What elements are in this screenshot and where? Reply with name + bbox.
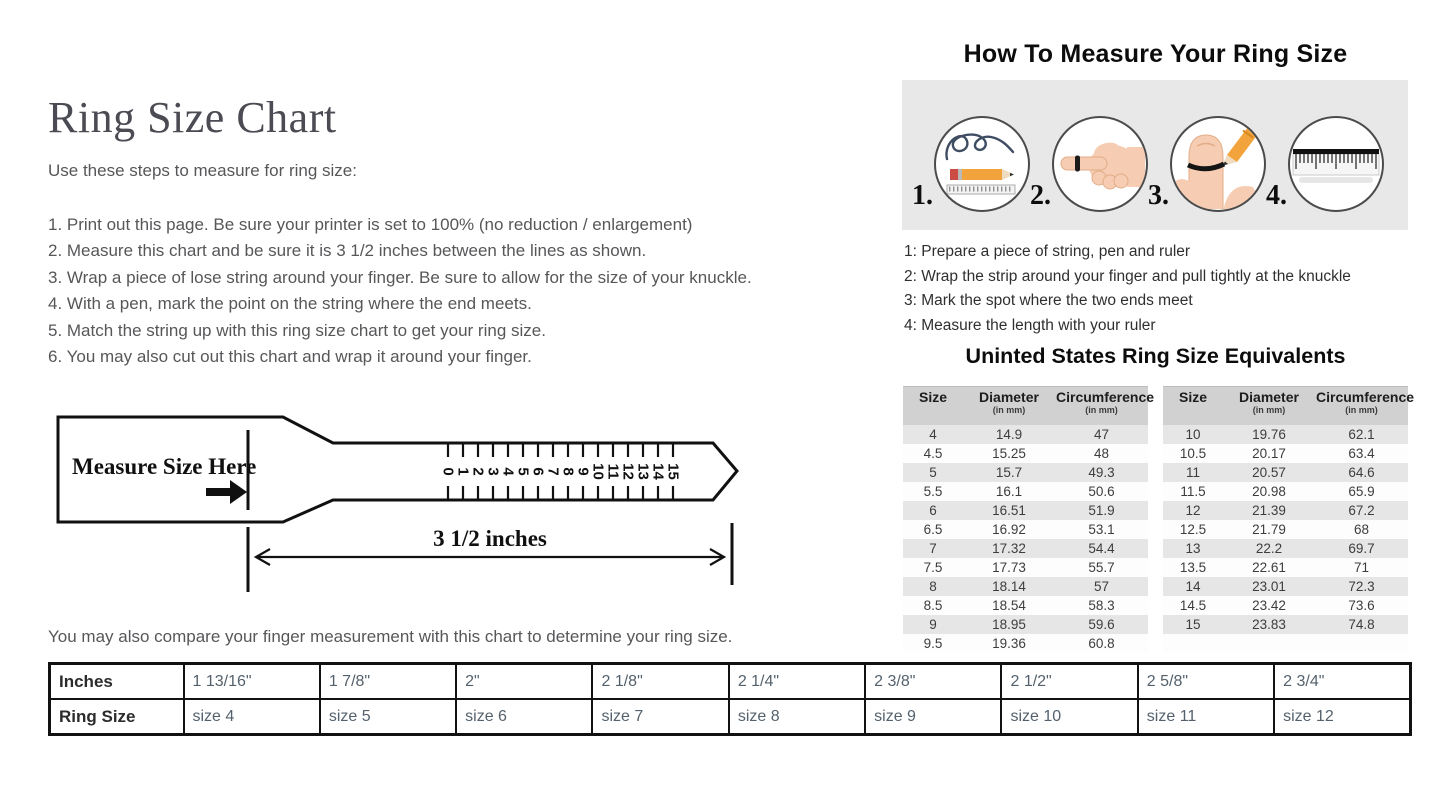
circumference-cell: 73.6 xyxy=(1348,598,1375,613)
sizer-number: 2 xyxy=(469,467,487,476)
circumference-cell: 48 xyxy=(1093,446,1110,461)
equivalents-title: Uninted States Ring Size Equivalents xyxy=(965,344,1346,368)
equivalents-row xyxy=(1163,558,1408,577)
string-and-pencil-icon xyxy=(937,119,1027,209)
equivalents-empty-row xyxy=(1163,634,1408,653)
figure-3-number: 3. xyxy=(1148,180,1169,211)
intro-text: Use these steps to measure for ring size: xyxy=(48,161,357,180)
howto-figure-3 xyxy=(1148,116,1266,230)
size-cell: 5 xyxy=(929,465,937,480)
circumference-cell: 54.4 xyxy=(1088,541,1115,556)
diameter-column-header: Diameter (in mm) xyxy=(1223,387,1315,426)
figure-1-circle xyxy=(934,116,1030,212)
circumference-cell: 57 xyxy=(1093,579,1110,594)
equivalents-header-row xyxy=(903,387,1148,426)
measure-size-here-label: Measure Size Here xyxy=(72,454,257,479)
size-cell: 4.5 xyxy=(923,446,943,461)
circumference-cell: 72.3 xyxy=(1348,579,1375,594)
ring-size-value-cell: size 11 xyxy=(1138,699,1274,735)
circumference-cell: 59.6 xyxy=(1088,617,1115,632)
equivalents-row xyxy=(903,634,1148,653)
diameter-cell: 16.51 xyxy=(992,503,1026,518)
equivalents-row xyxy=(903,501,1148,520)
sizer-number: 12 xyxy=(619,463,637,480)
compare-text: You may also compare your finger measurement with this chart to determine your ring size. xyxy=(48,627,733,646)
sizer-number: 9 xyxy=(574,467,592,476)
diameter-cell: 23.01 xyxy=(1252,579,1286,594)
size-cell: 14.5 xyxy=(1179,598,1207,613)
size-cell: 10 xyxy=(1185,427,1201,442)
diameter-cell: 20.17 xyxy=(1252,446,1286,461)
inches-value-cell: 1 7/8" xyxy=(320,664,456,700)
mark-string-icon xyxy=(1173,119,1263,209)
ring-size-row-label: Ring Size xyxy=(50,699,184,735)
diameter-cell: 15.7 xyxy=(995,465,1023,480)
diameter-cell: 21.79 xyxy=(1252,522,1286,537)
size-cell: 13.5 xyxy=(1179,560,1207,575)
equivalents-row xyxy=(1163,444,1408,463)
figure-4-number: 4. xyxy=(1266,180,1287,211)
equivalents-row xyxy=(1163,425,1408,444)
inches-value-cell: 2 1/2" xyxy=(1001,664,1137,700)
ring-sizer-diagram xyxy=(48,408,758,608)
equivalents-header-row xyxy=(1163,387,1408,426)
figure-3-circle xyxy=(1170,116,1266,212)
inches-value-cell: 2 3/8" xyxy=(865,664,1001,700)
ring-size-row xyxy=(50,699,1411,735)
instruction-list xyxy=(48,212,752,370)
instruction-line: 4. With a pen, mark the point on the string where the end meets. xyxy=(48,294,532,314)
diameter-cell: 15.25 xyxy=(992,446,1026,461)
ring-size-value-cell: size 5 xyxy=(320,699,456,735)
equivalents-row xyxy=(1163,482,1408,501)
equivalents-row xyxy=(1163,577,1408,596)
sizer-number: 3 xyxy=(484,467,502,476)
circumference-cell: 71 xyxy=(1353,560,1370,575)
instruction-line: 1. Print out this page. Be sure your printer is set to 100% (no reduction / enlargement) xyxy=(48,215,693,234)
size-cell: 8.5 xyxy=(923,598,943,613)
size-cell: 12 xyxy=(1185,503,1201,518)
instruction-line: 2. Measure this chart and be sure it is 3 1/2 inches between the lines as shown. xyxy=(48,241,647,261)
diameter-cell: 17.73 xyxy=(992,560,1026,575)
empty-cell xyxy=(1163,634,1223,653)
inches-row xyxy=(50,664,1411,700)
figure-2-number: 2. xyxy=(1030,180,1051,211)
empty-cell xyxy=(1315,634,1408,653)
inches-row-label: Inches xyxy=(50,664,184,700)
diameter-cell: 23.83 xyxy=(1252,617,1286,632)
size-cell: 8 xyxy=(929,579,937,594)
sizer-number: 8 xyxy=(559,467,577,476)
instruction-line: 5. Match the string up with this ring size chart to get your ring size. xyxy=(48,320,546,340)
size-column-header: Size xyxy=(903,387,963,426)
sizer-number: 15 xyxy=(664,463,682,480)
diameter-cell: 14.9 xyxy=(995,427,1023,442)
size-cell: 9 xyxy=(929,617,937,632)
howto-step-list xyxy=(904,240,1351,338)
page-title: Ring Size Chart xyxy=(48,93,337,142)
inches-value-cell: 2 1/4" xyxy=(729,664,865,700)
inches-value-cell: 2 1/8" xyxy=(592,664,728,700)
equivalents-row xyxy=(903,615,1148,634)
circumference-cell: 55.7 xyxy=(1088,560,1115,575)
ruler-icon xyxy=(1291,119,1381,209)
circumference-cell: 64.6 xyxy=(1348,465,1375,480)
diameter-cell: 19.36 xyxy=(992,636,1026,651)
hand-with-string-icon xyxy=(1055,119,1145,209)
dimension-label: 3 1/2 inches xyxy=(433,526,547,551)
equivalents-row xyxy=(903,558,1148,577)
figure-2-circle xyxy=(1052,116,1148,212)
size-cell: 12.5 xyxy=(1179,522,1207,537)
diameter-cell: 18.14 xyxy=(992,579,1026,594)
ring-size-value-cell: size 4 xyxy=(184,699,320,735)
equivalents-table-left xyxy=(903,386,1155,653)
equivalents-row xyxy=(903,577,1148,596)
circumference-column-header: Circumference (in mm) xyxy=(1315,387,1408,426)
circumference-cell: 67.2 xyxy=(1348,503,1375,518)
sizer-number: 13 xyxy=(634,463,652,480)
size-cell: 6.5 xyxy=(923,522,943,537)
sizer-number: 0 xyxy=(439,467,457,476)
diameter-cell: 16.1 xyxy=(995,484,1023,499)
diameter-column-header: Diameter (in mm) xyxy=(963,387,1055,426)
circumference-cell: 58.3 xyxy=(1088,598,1115,613)
circumference-cell: 51.9 xyxy=(1088,503,1115,518)
sizer-number: 4 xyxy=(499,467,517,476)
equivalents-row xyxy=(903,596,1148,615)
size-cell: 13 xyxy=(1185,541,1201,556)
sizer-number: 5 xyxy=(514,467,532,476)
size-cell: 7.5 xyxy=(923,560,943,575)
howto-figure-4 xyxy=(1266,116,1384,230)
circumference-cell: 74.8 xyxy=(1348,617,1375,632)
circumference-cell: 63.4 xyxy=(1348,446,1375,461)
circumference-cell: 62.1 xyxy=(1348,427,1375,442)
circumference-column-header: Circumference (in mm) xyxy=(1055,387,1148,426)
circumference-cell: 50.6 xyxy=(1088,484,1115,499)
size-cell: 5.5 xyxy=(923,484,943,499)
equivalents-row xyxy=(903,520,1148,539)
diameter-cell: 20.57 xyxy=(1252,465,1286,480)
diameter-cell: 22.61 xyxy=(1252,560,1286,575)
equivalents-row xyxy=(1163,520,1408,539)
diameter-cell: 19.76 xyxy=(1252,427,1286,442)
howto-step-line: 2: Wrap the strip around your finger and pull tightly at the knuckle xyxy=(904,267,1351,285)
inches-value-cell: 1 13/16" xyxy=(184,664,320,700)
equivalents-row xyxy=(1163,501,1408,520)
howto-step-line: 4: Measure the length with your ruler xyxy=(904,316,1156,334)
sizer-number: 11 xyxy=(604,463,622,480)
diameter-cell: 22.2 xyxy=(1255,541,1283,556)
inches-to-ring-size-table xyxy=(48,662,1412,736)
ring-size-value-cell: size 6 xyxy=(456,699,592,735)
ring-size-value-cell: size 10 xyxy=(1001,699,1137,735)
ring-size-value-cell: size 12 xyxy=(1274,699,1410,735)
howto-figure-panel xyxy=(902,80,1408,230)
size-cell: 15 xyxy=(1185,617,1201,632)
size-column-header: Size xyxy=(1163,387,1223,426)
equivalents-row xyxy=(903,539,1148,558)
sizer-number: 10 xyxy=(589,463,607,480)
circumference-cell: 69.7 xyxy=(1348,541,1375,556)
sizer-number: 14 xyxy=(649,463,667,480)
equivalents-row xyxy=(1163,615,1408,634)
equivalents-table-right xyxy=(1163,386,1415,653)
size-cell: 9.5 xyxy=(923,636,943,651)
equivalents-row xyxy=(1163,596,1408,615)
inches-value-cell: 2 3/4" xyxy=(1274,664,1410,700)
size-cell: 10.5 xyxy=(1179,446,1207,461)
circumference-cell: 60.8 xyxy=(1088,636,1115,651)
instruction-line: 6. You may also cut out this chart and wrap it around your finger. xyxy=(48,347,532,367)
size-cell: 4 xyxy=(929,427,937,442)
sizer-number: 6 xyxy=(529,467,547,476)
size-cell: 14 xyxy=(1185,579,1201,594)
circumference-cell: 68 xyxy=(1353,522,1370,537)
diameter-cell: 16.92 xyxy=(992,522,1026,537)
howto-title: How To Measure Your Ring Size xyxy=(963,40,1348,68)
size-cell: 11 xyxy=(1185,465,1200,480)
ring-size-value-cell: size 7 xyxy=(592,699,728,735)
figure-4-circle xyxy=(1288,116,1384,212)
size-cell: 11.5 xyxy=(1180,484,1206,499)
howto-figure-1 xyxy=(912,116,1030,230)
diameter-cell: 18.54 xyxy=(992,598,1026,613)
equivalents-row xyxy=(1163,463,1408,482)
howto-figure-2 xyxy=(1030,116,1148,230)
circumference-cell: 65.9 xyxy=(1348,484,1375,499)
equivalents-row xyxy=(903,482,1148,501)
sizer-number: 7 xyxy=(544,467,562,476)
equivalents-row xyxy=(903,425,1148,444)
circumference-cell: 47 xyxy=(1093,427,1110,442)
howto-step-line: 3: Mark the spot where the two ends meet xyxy=(904,292,1193,310)
circumference-cell: 53.1 xyxy=(1088,522,1115,537)
diameter-cell: 21.39 xyxy=(1252,503,1286,518)
inches-value-cell: 2" xyxy=(456,664,592,700)
circumference-cell: 49.3 xyxy=(1088,465,1115,480)
ring-size-value-cell: size 8 xyxy=(729,699,865,735)
figure-1-number: 1. xyxy=(912,180,933,211)
equivalents-row xyxy=(1163,539,1408,558)
howto-step-line: 1: Prepare a piece of string, pen and ruler xyxy=(904,243,1191,260)
equivalents-row xyxy=(903,463,1148,482)
sizer-number: 1 xyxy=(454,467,472,476)
size-cell: 6 xyxy=(929,503,937,518)
size-cell: 7 xyxy=(929,541,937,556)
diameter-cell: 23.42 xyxy=(1252,598,1286,613)
ring-size-value-cell: size 9 xyxy=(865,699,1001,735)
inches-value-cell: 2 5/8" xyxy=(1138,664,1274,700)
diameter-cell: 18.95 xyxy=(992,617,1026,632)
equivalents-row xyxy=(903,444,1148,463)
diameter-cell: 20.98 xyxy=(1252,484,1286,499)
instruction-line: 3. Wrap a piece of lose string around your finger. Be sure to allow for the size of your knuckle. xyxy=(48,267,752,287)
diameter-cell: 17.32 xyxy=(992,541,1026,556)
empty-cell xyxy=(1223,634,1315,653)
